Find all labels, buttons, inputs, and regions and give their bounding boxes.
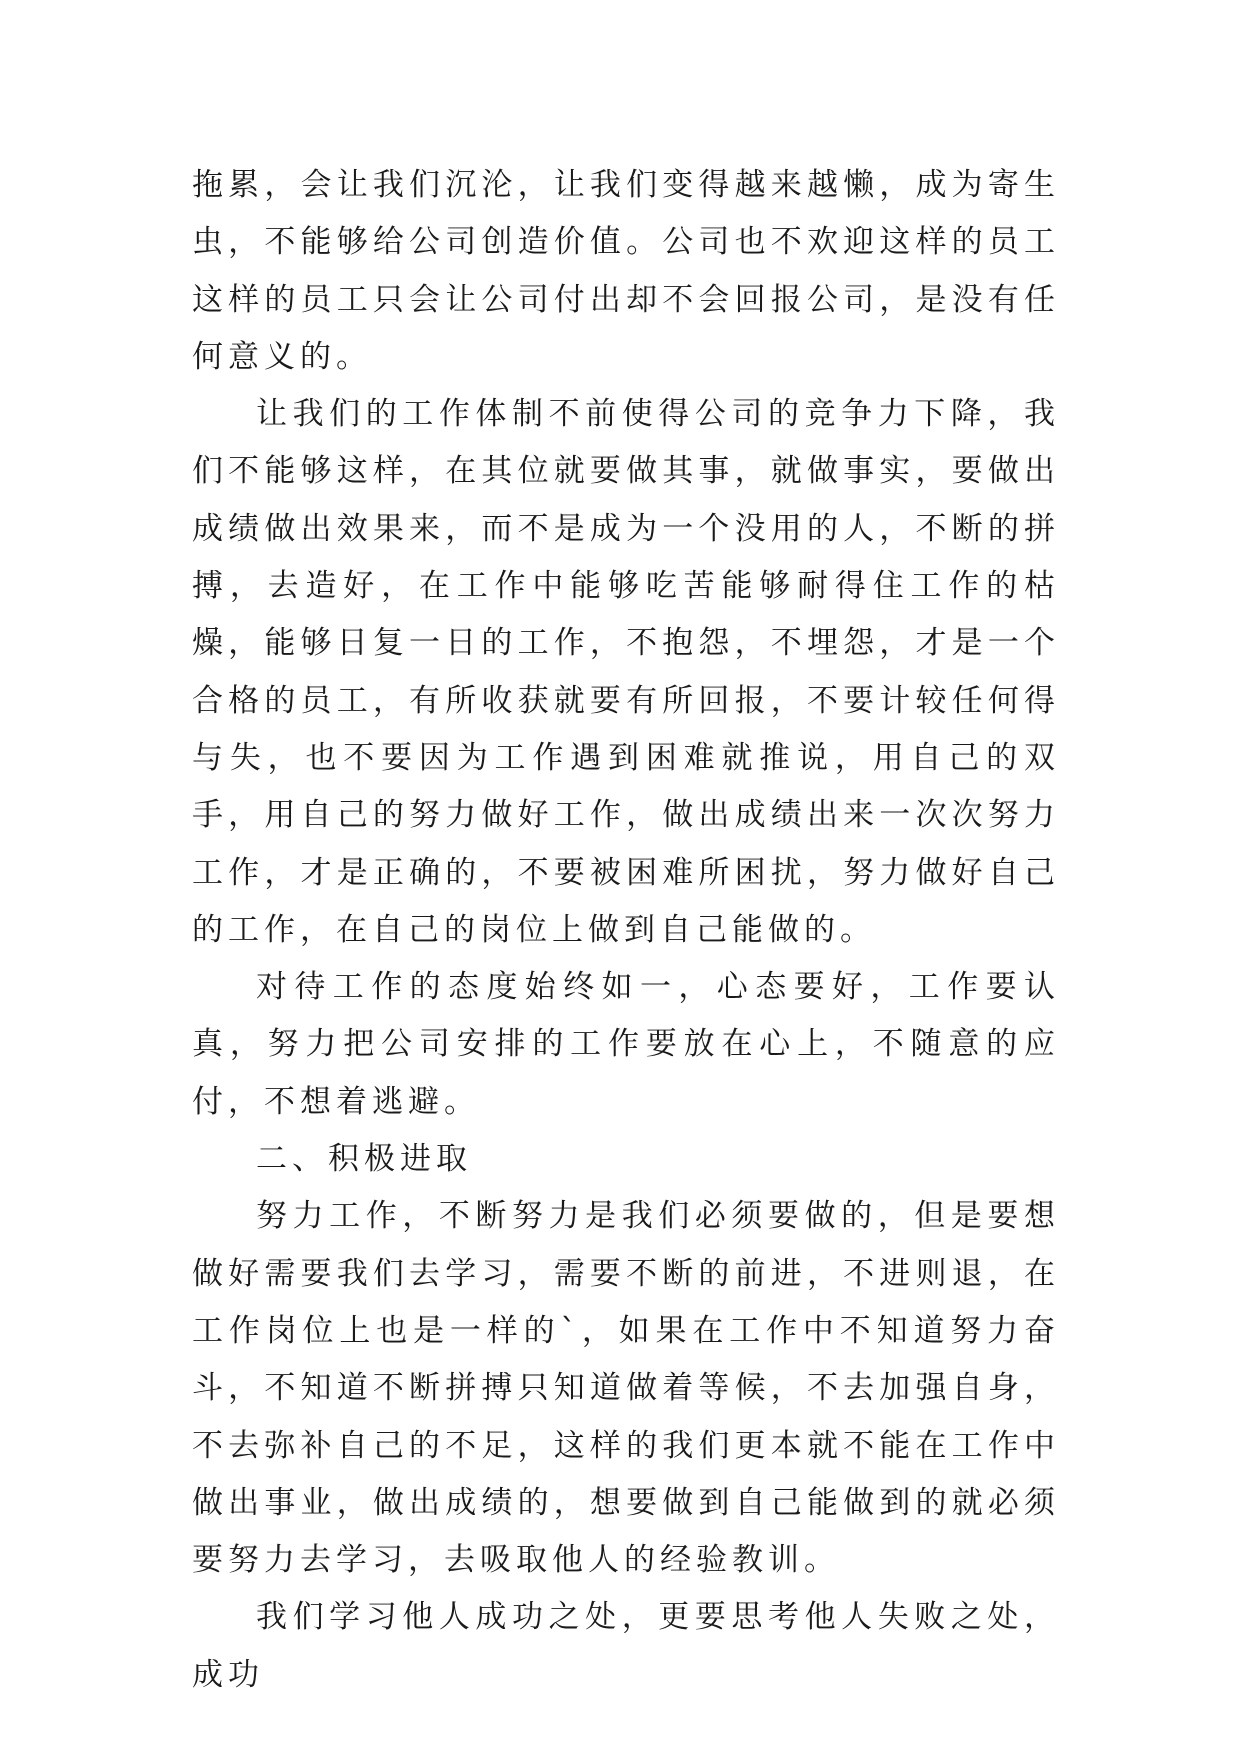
- paragraph-consistency: 对待工作的态度始终如一，心态要好，工作要认真，努力把公司安排的工作要放在心上，不随意的应付，不想着逃避。: [192, 969, 1060, 1120]
- paragraph-learn-from-others: 我们学习他人成功之处，更要思考他人失败之处，成功: [192, 1599, 1060, 1693]
- section-heading-proactive: 二、积极进取: [256, 1141, 472, 1178]
- paragraph-continuation: 拖累，会让我们沉沦，让我们变得越来越懒，成为寄生虫，不能够给公司创造价值。公司也不欢迎这样的员工这样的员工只会让公司付出却不会回报公司，是没有任何意义的。: [192, 167, 1060, 375]
- document-body: [192, 157, 1060, 1704]
- paragraph-keep-learning: 努力工作，不断努力是我们必须要做的，但是要想做好需要我们去学习，需要不断的前进，不进则退，在工作岗位上也是一样的`，如果在工作中不知道努力奋斗，不知道不断拼搏只知道做着等候，不去加强自身，不去弥补自己的不足，这样的我们更本就不能在工作中做出事业，做出成绩的，想要做到自己能做到的就必须要努力去学习，去吸取他人的经验教训。: [192, 1198, 1060, 1579]
- paragraph-work-attitude: 让我们的工作体制不前使得公司的竞争力下降，我们不能够这样，在其位就要做其事，就做事实，要做出成绩做出效果来，而不是成为一个没用的人，不断的拼搏，去造好，在工作中能够吃苦能够耐得住工作的枯燥，能够日复一日的工作，不抱怨，不埋怨，才是一个合格的员工，有所收获就要有所回报，不要计较任何得与失，也不要因为工作遇到困难就推说，用自己的双手，用自己的努力做好工作，做出成绩出来一次次努力工作，才是正确的，不要被困难所困扰，努力做好自己的工作，在自己的岗位上做到自己能做的。: [192, 396, 1060, 948]
